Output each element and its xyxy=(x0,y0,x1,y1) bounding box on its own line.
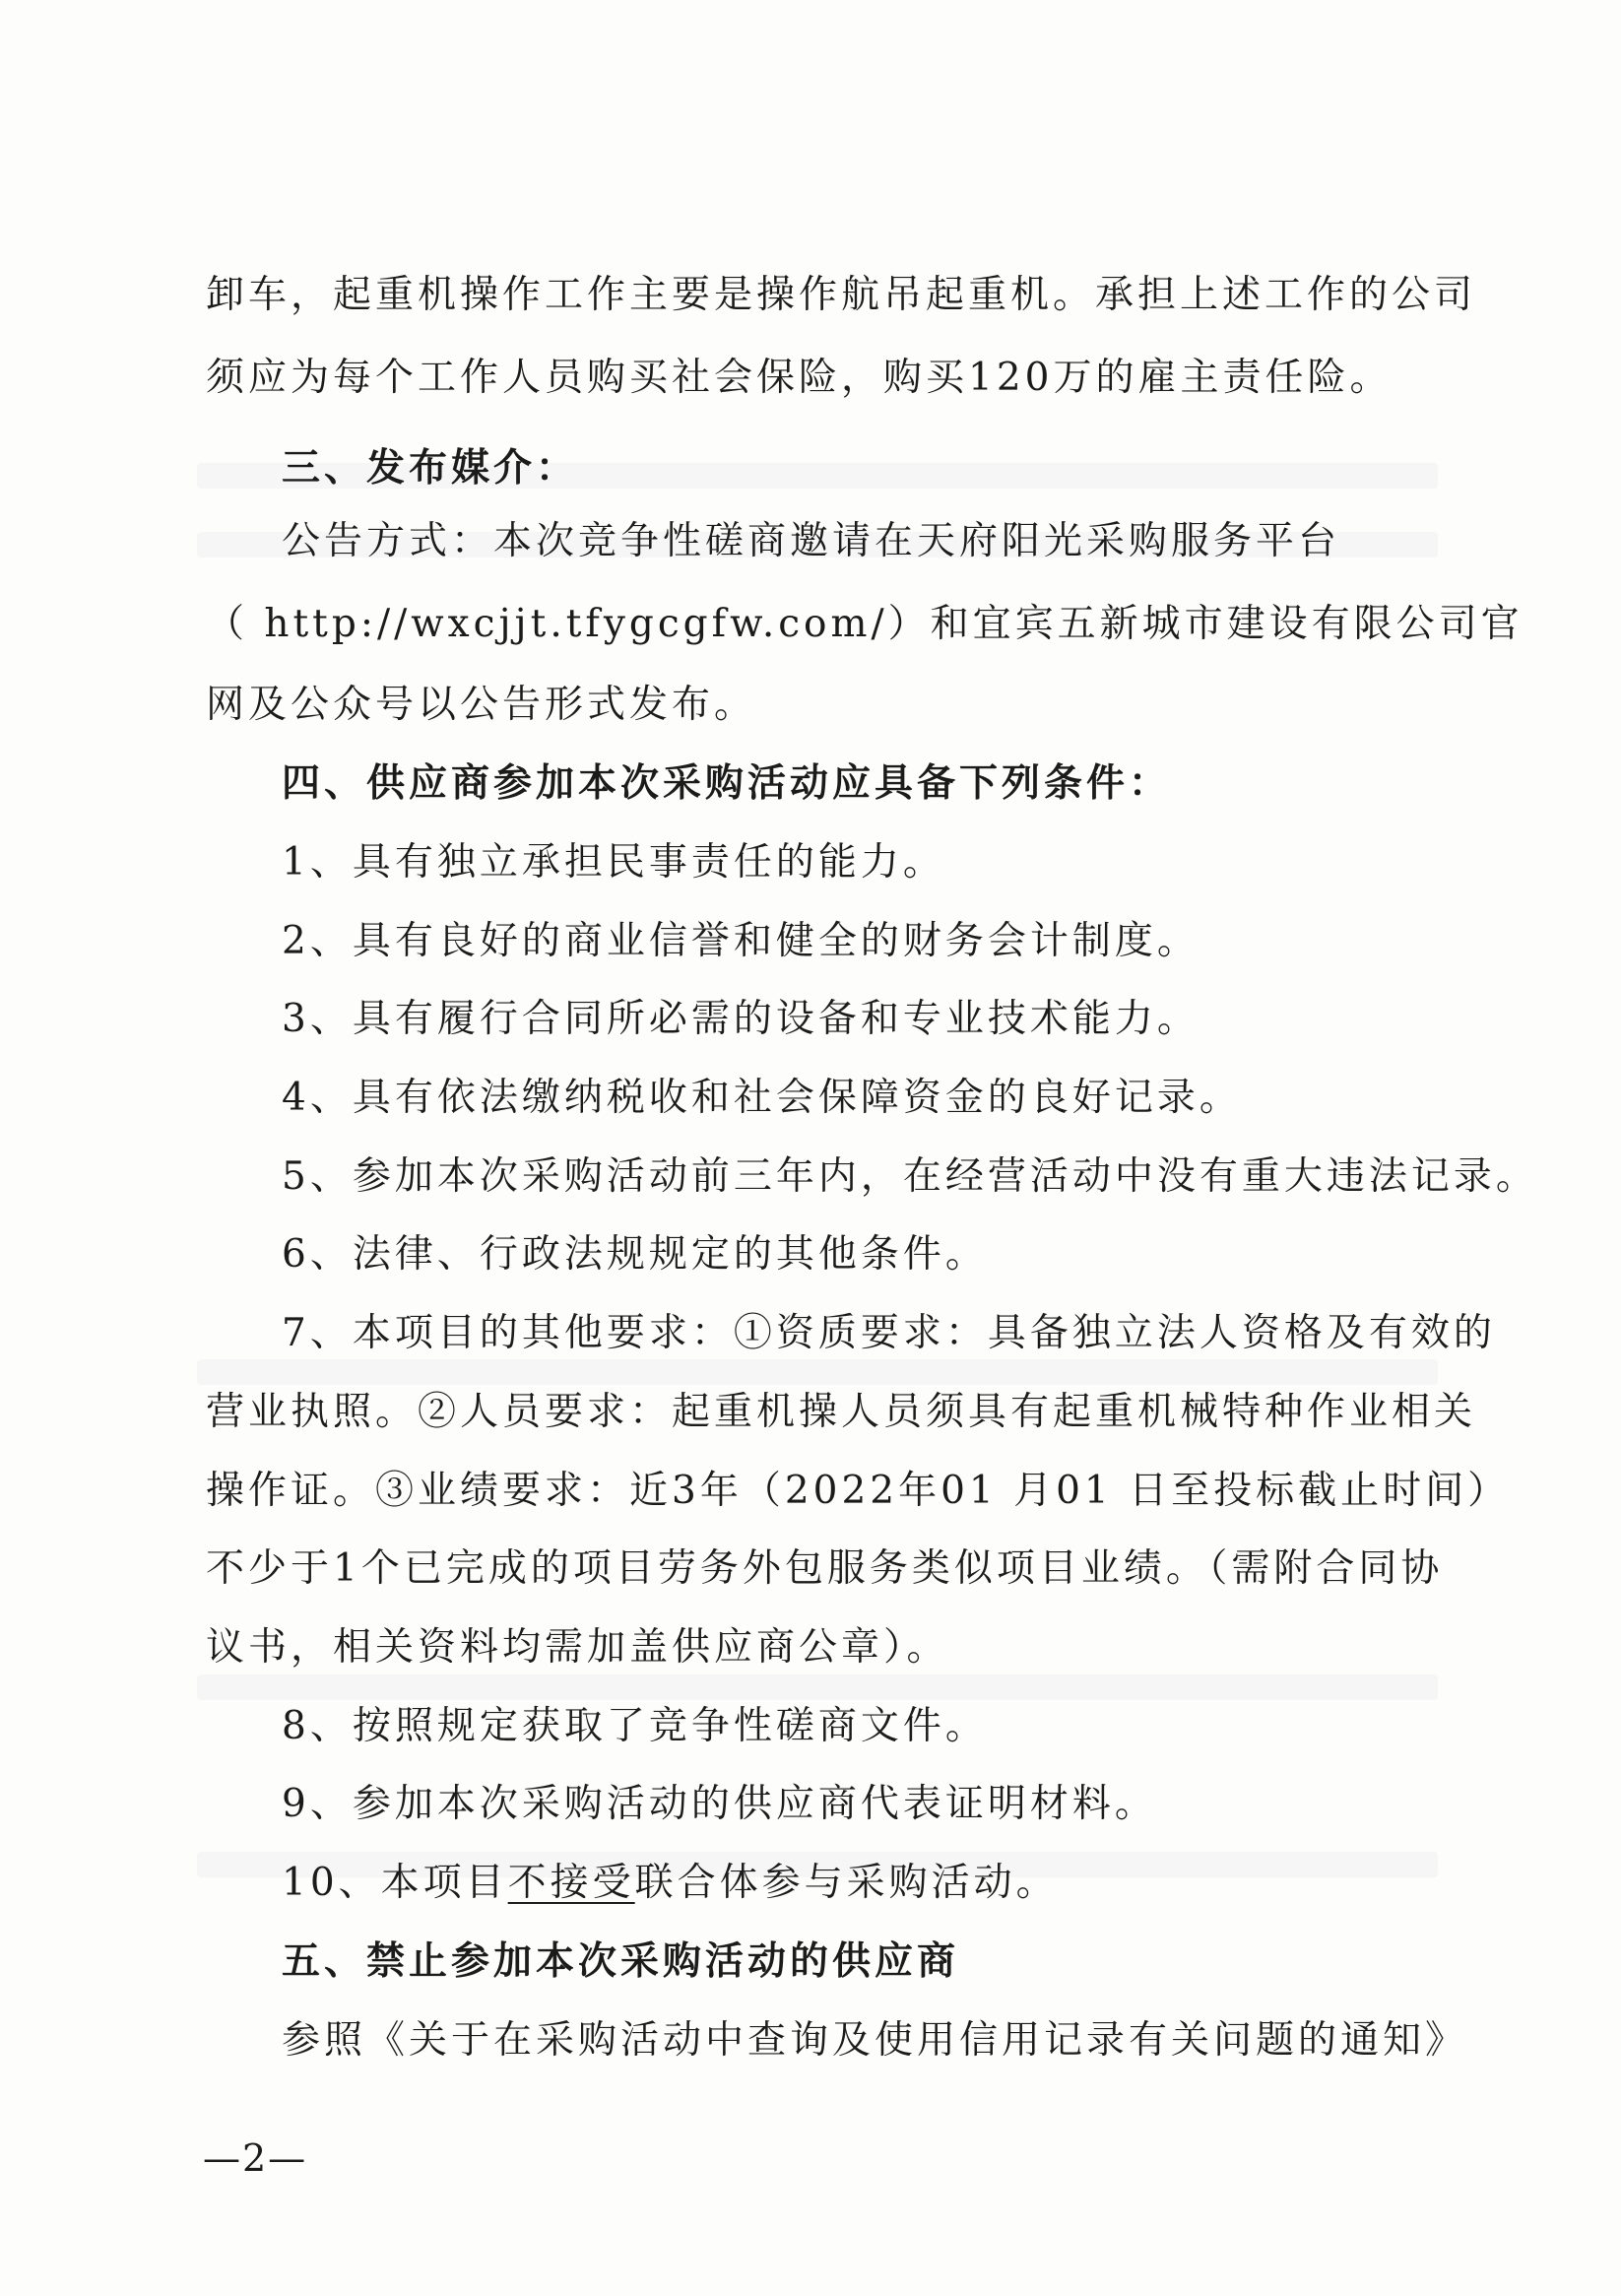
condition-prefix: 10、本项目 xyxy=(282,1861,508,1905)
body-text-line: 须应为每个工作人员购买社会保险，购买120万的雇主责任险。 xyxy=(206,356,1393,400)
condition-item: 2、具有良好的商业信誉和健全的财务会计制度。 xyxy=(282,919,1200,963)
body-text-line: 议书，相关资料均需加盖供应商公章）。 xyxy=(206,1625,949,1670)
body-text-line: 营业执照。②人员要求：起重机操人员须具有起重机械特种作业相关 xyxy=(206,1390,1477,1434)
condition-item: 5、参加本次采购活动前三年内，在经营活动中没有重大违法记录。 xyxy=(282,1154,1538,1199)
condition-suffix: 联合体参与采购活动。 xyxy=(634,1861,1059,1905)
condition-item: 8、按照规定获取了竞争性磋商文件。 xyxy=(282,1704,988,1748)
condition-item: 3、具有履行合同所必需的设备和专业技术能力。 xyxy=(282,997,1200,1041)
underlined-phrase: 不接受 xyxy=(507,1861,635,1905)
condition-item: 7、本项目的其他要求：①资质要求：具备独立法人资格及有效的 xyxy=(282,1311,1496,1355)
bleed-through-mark xyxy=(197,1359,1438,1385)
condition-item: 4、具有依法缴纳税收和社会保障资金的良好记录。 xyxy=(282,1076,1242,1120)
condition-item: 9、参加本次采购活动的供应商代表证明材料。 xyxy=(282,1782,1157,1826)
section-heading-prohibited: 五、禁止参加本次采购活动的供应商 xyxy=(282,1938,960,1984)
condition-item-joint-venture xyxy=(282,1861,1059,1905)
body-text-line: 操作证。③业绩要求：近3年（2022年01 月01 日至投标截止时间） xyxy=(206,1469,1511,1513)
page-number: —2— xyxy=(203,2136,308,2180)
body-text-line: 公告方式：本次竞争性磋商邀请在天府阳光采购服务平台 xyxy=(282,519,1341,563)
body-text-line: 参照《关于在采购活动中查询及使用信用记录有关问题的通知》 xyxy=(282,2018,1468,2063)
condition-item: 1、具有独立承担民事责任的能力。 xyxy=(282,840,945,885)
bleed-through-mark xyxy=(197,1674,1438,1700)
body-text-line: （ http://wxcjjt.tfygcgfw.com/）和宜宾五新城市建设有限公司官 xyxy=(206,602,1524,646)
body-text-line: 网及公众号以公告形式发布。 xyxy=(206,683,757,727)
section-heading-conditions: 四、供应商参加本次采购活动应具备下列条件： xyxy=(282,760,1172,806)
condition-item: 6、法律、行政法规规定的其他条件。 xyxy=(282,1232,988,1277)
section-heading-media: 三、发布媒介： xyxy=(282,445,579,491)
body-text-line: 卸车，起重机操作工作主要是操作航吊起重机。承担上述工作的公司 xyxy=(206,273,1477,317)
body-text-line: 不少于1个已完成的项目劳务外包服务类似项目业绩。（需附合同协 xyxy=(206,1546,1444,1591)
